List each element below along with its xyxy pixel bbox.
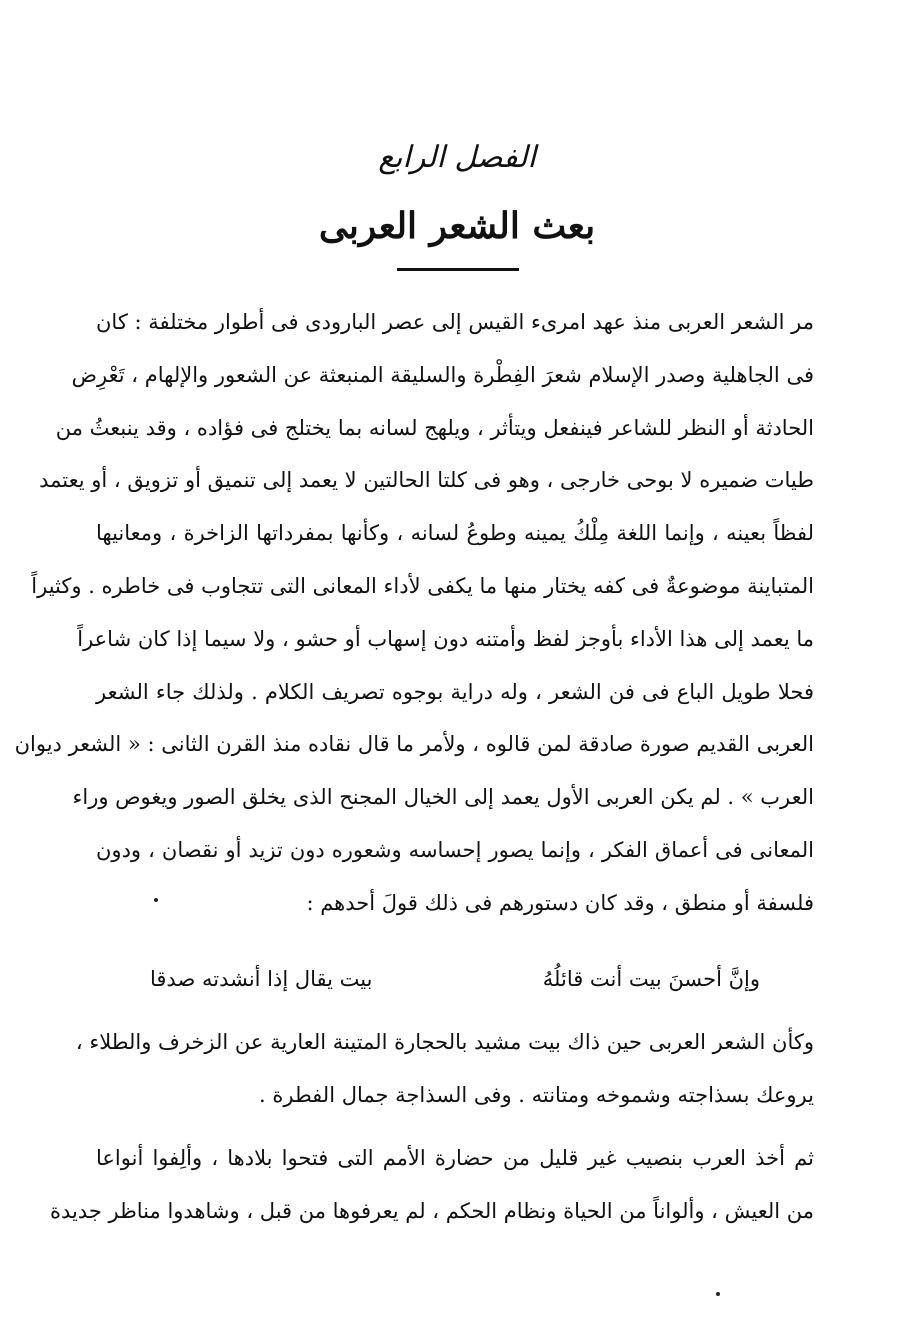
title-divider (397, 268, 519, 271)
text-line: المعانى فى أعماق الفكر ، وإنما يصور إحساسه وشعوره دون تزيد أو نقصان ، ودون (96, 837, 814, 862)
text-line: المتباينة موضوعةٌ فى كفه يختار منها ما يكفى لأداء المعانى التى تتجاوب فى خاطره . وكثيراً (31, 573, 814, 598)
text-line: وكأن الشعر العربى حين ذاك بيت مشيد بالحجارة المتينة العارية عن الزخرف والطلاء ، (75, 1030, 814, 1054)
poetry-verse (150, 954, 760, 1004)
chapter-label: الفصل الرابع (378, 140, 536, 175)
text-line: من العيش ، وألواناً من الحياة ونظام الحكم ، لم يعرفوها من قبل ، وشاهدوا مناظر جديدة (49, 1198, 814, 1223)
text-line: ما يعمد إلى هذا الأداء بأوجز لفظ وأمتنه دون إسهاب أو حشو ، ولا سيما إذا كان شاعراً (77, 626, 814, 651)
verse-first-hemistich: وإنَّ أحسنَ بيت أنت قائلُهُ (542, 967, 760, 991)
text-line: ثم أخذ العرب بنصيب غير قليل من حضارة الأمم التى فتحوا بلادها ، وألِفوا أنواعا (96, 1146, 814, 1170)
text-line: العربى القديم صورة صادقة لمن قالوه ، ولأمر ما قال نقاده منذ القرن الثانى : « الشعر ديوان (14, 732, 814, 757)
paragraph-3 (49, 1132, 814, 1238)
text-line: طيات ضميره لا بوحى خارجى ، وهو فى كلتا الحالتين لا يعمد إلى تنميق أو تزويق ، أو يعتمد (39, 468, 814, 493)
text-line: لفظاً بعينه ، وإنما اللغة مِلْكُ يمينه وطوعُ لسانه ، وكأنها بمفرداتها الزاخرة ، ومعانيها (96, 521, 814, 546)
text-line: الحادثة أو النظر للشاعر فينفعل ويتأثر ، ويلهج لسانه بما يختلج فى فؤاده ، وقد ينبعثُ من (55, 415, 814, 440)
text-line: فى الجاهلية وصدر الإسلام شعرَ الفِطْرة والسليقة المنبعثة عن الشعور والإلهام ، تَعْرِض (71, 362, 814, 387)
verse-second-hemistich: بيت يقال إذا أنشدته صدقا (150, 967, 373, 991)
text-line: يروعك بسذاجته وشموخه ومتانته . وفى السذاجة جمال الفطرة . (259, 1082, 814, 1107)
text-line: العرب » . لم يكن العربى الأول يعمد إلى الخيال المجنح الذى يخلق الصور ويغوص وراء (72, 785, 814, 810)
text-line: فحلا طويل الباع فى فن الشعر ، وله دراية بوجوه تصريف الكلام . ولذلك جاء الشعر (96, 679, 814, 704)
ink-speck (716, 1292, 720, 1296)
text-line: فلسفة أو منطق ، وقد كان دستورهم فى ذلك قولَ أحدهم : (306, 890, 814, 915)
paragraph-1 (14, 296, 814, 930)
paragraph-2 (75, 1016, 814, 1122)
text-line: مر الشعر العربى منذ عهد امرىء القيس إلى عصر البارودى فى أطوار مختلفة : كان (96, 310, 814, 334)
chapter-title: بعث الشعر العربى (318, 205, 596, 247)
ink-speck (154, 898, 158, 902)
